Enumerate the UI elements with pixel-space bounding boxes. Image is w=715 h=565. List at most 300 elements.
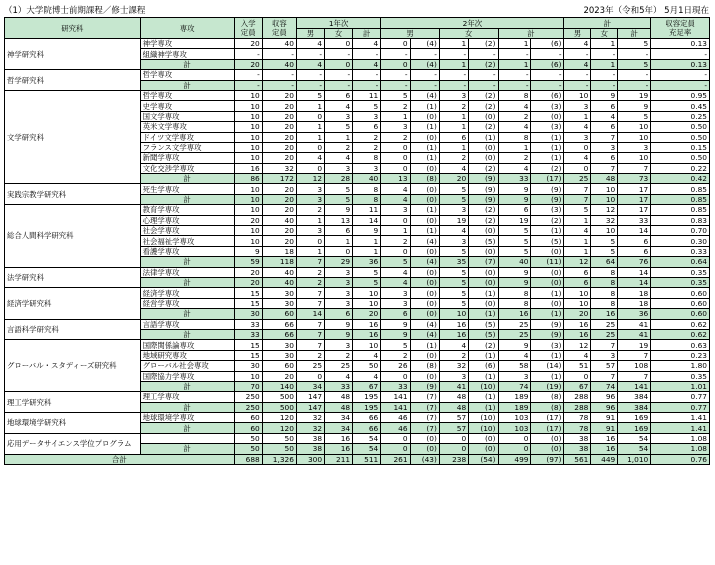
value-cell: 6 bbox=[325, 226, 353, 236]
value-cell: 0 bbox=[381, 142, 410, 152]
value-cell: 7 bbox=[564, 194, 591, 204]
value-cell: - bbox=[591, 80, 618, 90]
value-cell: 19 bbox=[618, 340, 651, 350]
value-cell: (8) bbox=[410, 174, 439, 184]
value-cell: (0) bbox=[410, 371, 439, 381]
value-cell: 16 bbox=[591, 444, 618, 454]
value-cell: (3) bbox=[531, 340, 564, 350]
value-cell: 4 bbox=[353, 371, 381, 381]
value-cell: 4 bbox=[381, 267, 410, 277]
value-cell: (19) bbox=[531, 381, 564, 391]
value-cell: 147 bbox=[296, 402, 324, 412]
value-cell: 3 bbox=[353, 111, 381, 121]
value-cell: 7 bbox=[296, 329, 324, 339]
value-cell: (2) bbox=[469, 101, 498, 111]
value-cell: 33 bbox=[618, 215, 651, 225]
subtotal-label: 計 bbox=[140, 381, 234, 391]
value-cell: 40 bbox=[262, 215, 296, 225]
value-cell: 10 bbox=[234, 153, 262, 163]
value-cell: 20 bbox=[262, 153, 296, 163]
value-cell: 9 bbox=[498, 194, 531, 204]
value-cell: 141 bbox=[381, 402, 410, 412]
value-cell: 9 bbox=[325, 205, 353, 215]
value-cell: 19 bbox=[439, 215, 468, 225]
value-cell: 16 bbox=[325, 444, 353, 454]
value-cell: (5) bbox=[469, 236, 498, 246]
value-cell: 5 bbox=[591, 236, 618, 246]
value-cell: 5 bbox=[564, 205, 591, 215]
value-cell: 60 bbox=[234, 413, 262, 423]
value-cell: (5) bbox=[469, 319, 498, 329]
value-cell: 11 bbox=[353, 205, 381, 215]
value-cell: 3 bbox=[325, 288, 353, 298]
value-cell: 12 bbox=[296, 174, 324, 184]
value-cell: - bbox=[651, 80, 710, 90]
value-cell: (1) bbox=[531, 226, 564, 236]
value-cell: 0 bbox=[564, 142, 591, 152]
value-cell: - bbox=[325, 70, 353, 80]
value-cell: 29 bbox=[325, 257, 353, 267]
value-cell: 50 bbox=[262, 444, 296, 454]
value-cell: 384 bbox=[618, 402, 651, 412]
value-cell: 4 bbox=[439, 340, 468, 350]
value-cell: 6 bbox=[591, 101, 618, 111]
major-name: 経営学専攻 bbox=[140, 298, 234, 308]
graduate-school-name: 応用データサイエンス学位プログラム bbox=[5, 433, 141, 454]
value-cell: 1 bbox=[498, 59, 531, 69]
value-cell: 2 bbox=[381, 101, 410, 111]
value-cell: 48 bbox=[325, 392, 353, 402]
value-cell: 20 bbox=[353, 309, 381, 319]
value-cell: 4 bbox=[325, 371, 353, 381]
value-cell: 40 bbox=[353, 174, 381, 184]
value-cell: 500 bbox=[262, 402, 296, 412]
value-cell: 3 bbox=[353, 163, 381, 173]
value-cell: (6) bbox=[531, 39, 564, 49]
value-cell: 288 bbox=[564, 392, 591, 402]
value-cell: 172 bbox=[262, 174, 296, 184]
value-cell: 0.95 bbox=[651, 90, 710, 100]
value-cell: (4) bbox=[410, 329, 439, 339]
value-cell: 5 bbox=[498, 236, 531, 246]
value-cell: 9 bbox=[591, 90, 618, 100]
value-cell: 1 bbox=[381, 111, 410, 121]
value-cell: (1) bbox=[469, 350, 498, 360]
value-cell: (3) bbox=[531, 122, 564, 132]
value-cell: 5 bbox=[439, 194, 468, 204]
value-cell: 25 bbox=[296, 361, 324, 371]
value-cell: (0) bbox=[410, 309, 439, 319]
value-cell: 5 bbox=[439, 277, 468, 287]
value-cell: (8) bbox=[410, 361, 439, 371]
value-cell: 18 bbox=[618, 288, 651, 298]
value-cell: 1.41 bbox=[651, 423, 710, 433]
header-rate: 収容定員 充足率 bbox=[651, 18, 710, 39]
graduate-school-name: 経済学研究科 bbox=[5, 288, 141, 319]
value-cell: 118 bbox=[262, 257, 296, 267]
value-cell: 78 bbox=[564, 413, 591, 423]
major-name bbox=[140, 433, 234, 443]
value-cell: 14 bbox=[618, 226, 651, 236]
value-cell: 10 bbox=[234, 371, 262, 381]
value-cell: 5 bbox=[618, 59, 651, 69]
value-cell: (17) bbox=[531, 174, 564, 184]
value-cell: - bbox=[353, 49, 381, 59]
value-cell: 3 bbox=[325, 267, 353, 277]
value-cell: 2 bbox=[439, 101, 468, 111]
value-cell: 0.77 bbox=[651, 392, 710, 402]
value-cell: 0 bbox=[381, 59, 410, 69]
graduate-school-name: 理工学研究科 bbox=[5, 392, 141, 413]
value-cell: 32 bbox=[262, 163, 296, 173]
value-cell: 7 bbox=[296, 298, 324, 308]
major-name: 哲学専攻 bbox=[140, 70, 234, 80]
value-cell: 10 bbox=[618, 132, 651, 142]
value-cell: 32 bbox=[591, 215, 618, 225]
value-cell: (1) bbox=[531, 142, 564, 152]
subtotal-label: 計 bbox=[140, 174, 234, 184]
value-cell: 5 bbox=[353, 267, 381, 277]
value-cell: 25 bbox=[498, 319, 531, 329]
value-cell: 2 bbox=[353, 142, 381, 152]
value-cell: 10 bbox=[234, 101, 262, 111]
value-cell: (7) bbox=[469, 257, 498, 267]
value-cell: 20 bbox=[262, 371, 296, 381]
value-cell: (5) bbox=[469, 329, 498, 339]
value-cell: 103 bbox=[498, 423, 531, 433]
header-year1: 1年次 bbox=[296, 18, 380, 29]
value-cell: 7 bbox=[564, 184, 591, 194]
value-cell: 0 bbox=[439, 433, 468, 443]
value-cell: 40 bbox=[498, 257, 531, 267]
major-name: 史学専攻 bbox=[140, 101, 234, 111]
subtotal-label: 計 bbox=[140, 80, 234, 90]
header-t-male: 男 bbox=[564, 29, 591, 39]
value-cell: 1 bbox=[353, 246, 381, 256]
value-cell: 141 bbox=[381, 392, 410, 402]
value-cell: 5 bbox=[591, 246, 618, 256]
value-cell: 8 bbox=[591, 288, 618, 298]
value-cell: 0.83 bbox=[651, 215, 710, 225]
value-cell: 7 bbox=[591, 340, 618, 350]
table-row bbox=[5, 413, 710, 423]
value-cell: 10 bbox=[618, 153, 651, 163]
value-cell: 20 bbox=[234, 277, 262, 287]
value-cell: (9) bbox=[531, 184, 564, 194]
value-cell: 10 bbox=[564, 288, 591, 298]
value-cell: 16 bbox=[353, 319, 381, 329]
value-cell: 2 bbox=[296, 205, 324, 215]
value-cell: (0) bbox=[531, 111, 564, 121]
value-cell: (1) bbox=[410, 122, 439, 132]
value-cell: 9 bbox=[234, 246, 262, 256]
value-cell: - bbox=[353, 70, 381, 80]
value-cell: (0) bbox=[410, 184, 439, 194]
value-cell: 38 bbox=[564, 444, 591, 454]
major-name: 国際関係論専攻 bbox=[140, 340, 234, 350]
value-cell: 16 bbox=[591, 433, 618, 443]
graduate-school-name: 実践宗教学研究科 bbox=[5, 184, 141, 205]
major-name: 地球環境学専攻 bbox=[140, 413, 234, 423]
value-cell: 0 bbox=[325, 59, 353, 69]
value-cell: (5) bbox=[531, 236, 564, 246]
value-cell: - bbox=[296, 70, 324, 80]
major-name: 社会福祉学専攻 bbox=[140, 236, 234, 246]
value-cell: (4) bbox=[410, 39, 439, 49]
value-cell: 25 bbox=[498, 329, 531, 339]
value-cell: 3 bbox=[591, 350, 618, 360]
value-cell: (2) bbox=[469, 122, 498, 132]
grand-total-cell: 0.76 bbox=[651, 454, 710, 464]
value-cell: - bbox=[410, 70, 439, 80]
value-cell: 59 bbox=[234, 257, 262, 267]
value-cell: 7 bbox=[591, 371, 618, 381]
value-cell: 48 bbox=[325, 402, 353, 412]
value-cell: 64 bbox=[591, 257, 618, 267]
value-cell: (10) bbox=[469, 423, 498, 433]
value-cell: 5 bbox=[618, 39, 651, 49]
value-cell: 1 bbox=[439, 122, 468, 132]
value-cell: 0.42 bbox=[651, 174, 710, 184]
value-cell: 0 bbox=[381, 444, 410, 454]
value-cell: (4) bbox=[410, 90, 439, 100]
header-y1-sum: 計 bbox=[353, 29, 381, 39]
value-cell: - bbox=[469, 70, 498, 80]
value-cell: 1 bbox=[296, 215, 324, 225]
value-cell: 17 bbox=[618, 194, 651, 204]
value-cell: 4 bbox=[564, 39, 591, 49]
value-cell: (9) bbox=[469, 184, 498, 194]
value-cell: 18 bbox=[262, 246, 296, 256]
value-cell: - bbox=[498, 80, 531, 90]
value-cell: - bbox=[531, 80, 564, 90]
value-cell: 10 bbox=[234, 132, 262, 142]
value-cell: - bbox=[262, 80, 296, 90]
value-cell: 141 bbox=[618, 381, 651, 391]
value-cell: 6 bbox=[564, 267, 591, 277]
value-cell: (0) bbox=[410, 111, 439, 121]
value-cell: 14 bbox=[353, 215, 381, 225]
value-cell: (0) bbox=[410, 267, 439, 277]
value-cell: 20 bbox=[262, 111, 296, 121]
value-cell: 2 bbox=[439, 350, 468, 360]
value-cell: (1) bbox=[410, 142, 439, 152]
value-cell: (1) bbox=[531, 309, 564, 319]
value-cell: 10 bbox=[234, 236, 262, 246]
value-cell: 15 bbox=[234, 298, 262, 308]
value-cell: 3 bbox=[325, 111, 353, 121]
value-cell: 9 bbox=[381, 319, 410, 329]
value-cell: - bbox=[262, 70, 296, 80]
value-cell: 9 bbox=[325, 329, 353, 339]
value-cell: 0.85 bbox=[651, 205, 710, 215]
value-cell: 0.23 bbox=[651, 350, 710, 360]
value-cell: 2 bbox=[381, 350, 410, 360]
value-cell: 34 bbox=[296, 381, 324, 391]
value-cell: - bbox=[564, 70, 591, 80]
value-cell: (0) bbox=[469, 142, 498, 152]
value-cell: 16 bbox=[234, 163, 262, 173]
value-cell: 36 bbox=[618, 309, 651, 319]
value-cell: 0.63 bbox=[651, 340, 710, 350]
header-nyugaku: 入学 定員 bbox=[234, 18, 262, 39]
value-cell: (0) bbox=[469, 111, 498, 121]
value-cell: (0) bbox=[469, 298, 498, 308]
value-cell: (7) bbox=[410, 402, 439, 412]
value-cell: 7 bbox=[618, 163, 651, 173]
value-cell: (0) bbox=[410, 163, 439, 173]
table-row bbox=[5, 319, 710, 329]
value-cell: 4 bbox=[296, 39, 324, 49]
value-cell: (1) bbox=[410, 205, 439, 215]
value-cell: 0 bbox=[381, 153, 410, 163]
value-cell: (2) bbox=[469, 163, 498, 173]
value-cell: 4 bbox=[564, 59, 591, 69]
value-cell: 3 bbox=[498, 371, 531, 381]
value-cell: 3 bbox=[325, 277, 353, 287]
value-cell: 1 bbox=[296, 101, 324, 111]
value-cell: (7) bbox=[410, 413, 439, 423]
value-cell: 20 bbox=[234, 59, 262, 69]
value-cell: 4 bbox=[353, 350, 381, 360]
value-cell: (1) bbox=[469, 288, 498, 298]
value-cell: 3 bbox=[381, 205, 410, 215]
value-cell: 34 bbox=[325, 423, 353, 433]
value-cell: 16 bbox=[353, 329, 381, 339]
value-cell: (1) bbox=[469, 132, 498, 142]
value-cell: 250 bbox=[234, 392, 262, 402]
value-cell: 5 bbox=[381, 90, 410, 100]
value-cell: 10 bbox=[353, 288, 381, 298]
value-cell: 3 bbox=[439, 90, 468, 100]
value-cell: - bbox=[234, 80, 262, 90]
grand-total-cell: 1,326 bbox=[262, 454, 296, 464]
value-cell: (1) bbox=[531, 350, 564, 360]
value-cell: (1) bbox=[469, 392, 498, 402]
major-name: 国文学専攻 bbox=[140, 111, 234, 121]
value-cell: 2 bbox=[498, 153, 531, 163]
value-cell: 9 bbox=[381, 329, 410, 339]
value-cell: 1 bbox=[439, 142, 468, 152]
value-cell: (0) bbox=[410, 246, 439, 256]
value-cell: (8) bbox=[531, 402, 564, 412]
value-cell: - bbox=[296, 49, 324, 59]
value-cell: 0 bbox=[381, 246, 410, 256]
value-cell: 6 bbox=[381, 309, 410, 319]
value-cell: (1) bbox=[531, 153, 564, 163]
value-cell: 34 bbox=[325, 413, 353, 423]
grand-total-label: 合計 bbox=[5, 454, 235, 464]
value-cell: 66 bbox=[262, 319, 296, 329]
value-cell: 1 bbox=[325, 236, 353, 246]
header-t-sum: 計 bbox=[618, 29, 651, 39]
major-name: 新聞学専攻 bbox=[140, 153, 234, 163]
value-cell: 96 bbox=[591, 392, 618, 402]
value-cell: 140 bbox=[262, 381, 296, 391]
value-cell: 20 bbox=[234, 215, 262, 225]
value-cell: 0 bbox=[296, 236, 324, 246]
value-cell: - bbox=[325, 80, 353, 90]
value-cell: 3 bbox=[591, 142, 618, 152]
value-cell: 10 bbox=[618, 122, 651, 132]
value-cell: 0.62 bbox=[651, 329, 710, 339]
graduate-school-name: 法学研究科 bbox=[5, 267, 141, 288]
value-cell: 1 bbox=[498, 142, 531, 152]
value-cell: 1.01 bbox=[651, 381, 710, 391]
graduate-school-name: グローバル・スタディーズ研究科 bbox=[5, 340, 141, 392]
value-cell: 7 bbox=[296, 288, 324, 298]
value-cell: 3 bbox=[564, 101, 591, 111]
value-cell: 35 bbox=[439, 257, 468, 267]
value-cell: 70 bbox=[234, 381, 262, 391]
value-cell: 12 bbox=[564, 340, 591, 350]
value-cell: (0) bbox=[410, 444, 439, 454]
value-cell: 10 bbox=[591, 184, 618, 194]
value-cell: 5 bbox=[296, 90, 324, 100]
value-cell: (1) bbox=[531, 288, 564, 298]
value-cell: 6 bbox=[325, 309, 353, 319]
value-cell: 120 bbox=[262, 423, 296, 433]
value-cell: 10 bbox=[353, 340, 381, 350]
value-cell: 384 bbox=[618, 392, 651, 402]
header-y1-male: 男 bbox=[296, 29, 324, 39]
table-row bbox=[5, 184, 710, 194]
value-cell: 6 bbox=[353, 122, 381, 132]
value-cell: (9) bbox=[531, 319, 564, 329]
value-cell: 7 bbox=[296, 340, 324, 350]
value-cell: 5 bbox=[498, 246, 531, 256]
value-cell: (17) bbox=[531, 413, 564, 423]
value-cell: (9) bbox=[531, 329, 564, 339]
value-cell: 41 bbox=[618, 329, 651, 339]
value-cell: (0) bbox=[469, 444, 498, 454]
value-cell: 4 bbox=[564, 153, 591, 163]
value-cell: 189 bbox=[498, 392, 531, 402]
value-cell: 5 bbox=[439, 267, 468, 277]
value-cell: 10 bbox=[234, 122, 262, 132]
value-cell: 2 bbox=[381, 132, 410, 142]
value-cell: (0) bbox=[410, 288, 439, 298]
value-cell: - bbox=[469, 49, 498, 59]
value-cell: 2 bbox=[353, 132, 381, 142]
value-cell: (2) bbox=[531, 163, 564, 173]
value-cell: 10 bbox=[439, 309, 468, 319]
value-cell: 0 bbox=[381, 163, 410, 173]
value-cell: 4 bbox=[325, 101, 353, 111]
value-cell: (0) bbox=[410, 433, 439, 443]
value-cell: 15 bbox=[234, 340, 262, 350]
value-cell: 20 bbox=[262, 132, 296, 142]
graduate-school-name: 総合人間科学研究科 bbox=[5, 205, 141, 267]
value-cell: 38 bbox=[564, 433, 591, 443]
table-row bbox=[5, 433, 710, 443]
value-cell: 6 bbox=[439, 132, 468, 142]
value-cell: 0.30 bbox=[651, 236, 710, 246]
value-cell: (1) bbox=[410, 340, 439, 350]
value-cell: 10 bbox=[234, 194, 262, 204]
value-cell: 7 bbox=[296, 257, 324, 267]
major-name: グローバル社会専攻 bbox=[140, 361, 234, 371]
value-cell: (1) bbox=[469, 371, 498, 381]
value-cell: 2 bbox=[296, 277, 324, 287]
value-cell: 4 bbox=[498, 350, 531, 360]
value-cell: 30 bbox=[234, 309, 262, 319]
value-cell: 4 bbox=[498, 163, 531, 173]
value-cell: 60 bbox=[234, 423, 262, 433]
value-cell: (7) bbox=[410, 392, 439, 402]
value-cell: 0 bbox=[296, 163, 324, 173]
value-cell: 0.85 bbox=[651, 194, 710, 204]
